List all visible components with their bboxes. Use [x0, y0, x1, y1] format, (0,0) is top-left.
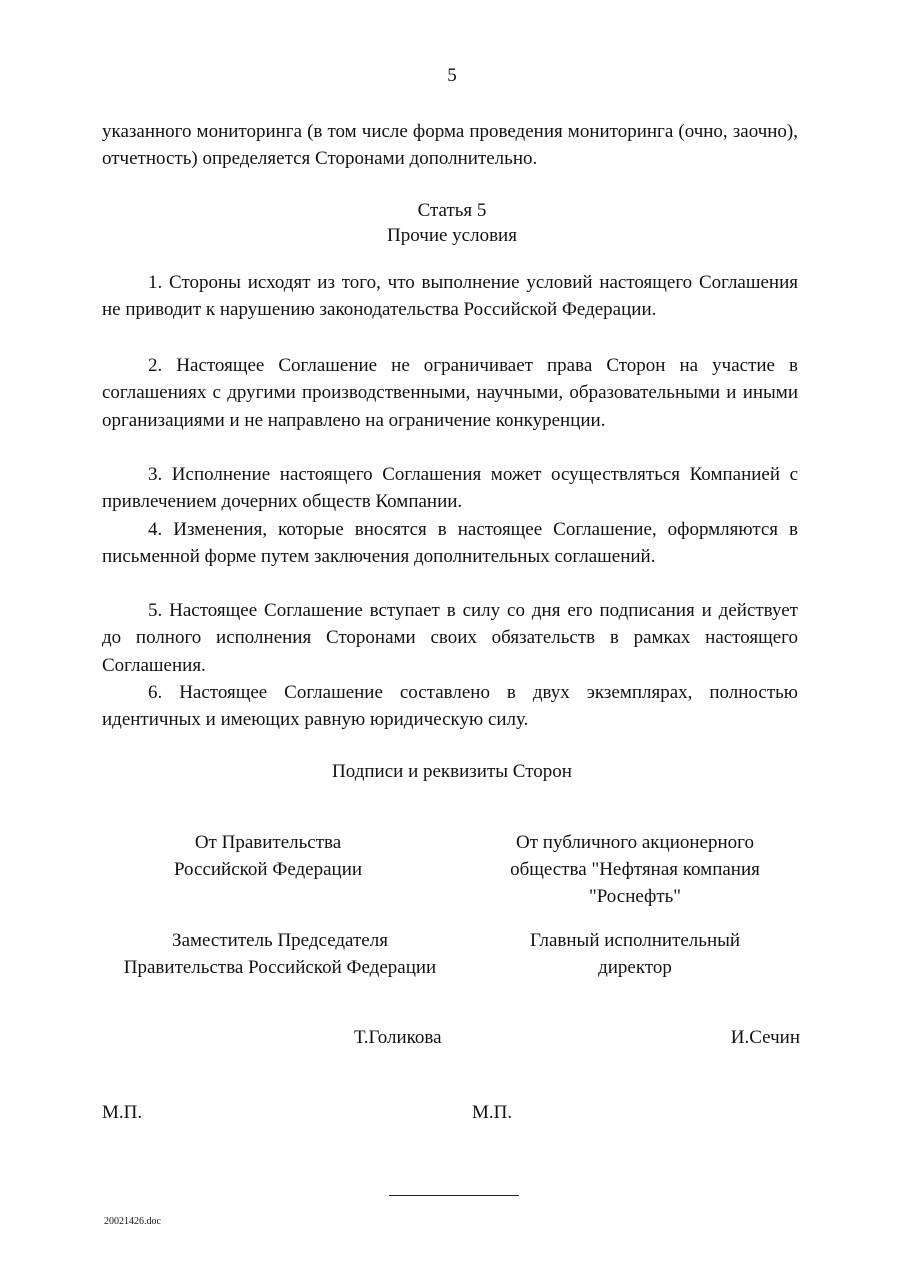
company-position-line-1: Главный исполнительный [529, 930, 741, 951]
government-party-block [118, 829, 418, 883]
signatures-heading: Подписи и реквизиты Сторон [332, 761, 572, 782]
government-party-line-1: От Правительства [194, 832, 342, 853]
company-seal-place: М.П. [472, 1102, 513, 1123]
government-position-line-2: Правительства Российской Федерации [123, 957, 437, 978]
government-signer-name: Т.Голикова [354, 1027, 442, 1048]
company-signer-position [470, 927, 800, 981]
company-party-line-3: "Роснефть" [588, 886, 682, 907]
government-signer-position [90, 927, 470, 981]
company-position-line-2: директор [598, 957, 672, 978]
company-party-block [470, 829, 800, 910]
clause-5: 5. Настоящее Соглашение вступает в силу со дня его подписания и действует до полного исполнения Сторонами своих обязательств в рамках настоящего Соглашения. [102, 600, 798, 676]
company-signer-name: И.Сечин [730, 1027, 800, 1048]
government-party-line-2: Российской Федерации [173, 859, 363, 880]
clause-4: 4. Изменения, которые вносятся в настоящее Соглашение, оформляются в письменной форме путем заключения дополнительных соглашений. [102, 519, 798, 568]
clause-6: 6. Настоящее Соглашение составлено в двух экземплярах, полностью идентичных и имеющих равную юридическую силу. [102, 682, 798, 731]
article-subtitle: Прочие условия [387, 225, 517, 246]
company-party-line-2: общества "Нефтяная компания [510, 859, 760, 880]
intro-paragraph: указанного мониторинга (в том числе форма проведения мониторинга (очно, заочно), отчетность) определяется Сторонами дополнительно. [102, 121, 798, 170]
page-number: 5 [447, 65, 457, 86]
document-file-id: 20021426.doc [104, 1216, 161, 1227]
clause-1: 1. Стороны исходят из того, что выполнение условий настоящего Соглашения не приводит к нарушению законодательства Российской Федерации. [102, 272, 798, 321]
government-seal-place: М.П. [102, 1102, 143, 1123]
article-title: Статья 5 [417, 200, 487, 221]
footer-rule [389, 1195, 519, 1196]
government-position-line-1: Заместитель Председателя [172, 930, 388, 951]
clause-3: 3. Исполнение настоящего Соглашения может осуществляться Компанией с привлечением дочерних обществ Компании. [102, 464, 798, 513]
clause-2: 2. Настоящее Соглашение не ограничивает права Сторон на участие в соглашениях с другими производственными, научными, образовательными и иными организациями и не направлено на ограничение конкуренции. [102, 355, 798, 431]
company-party-line-1: От публичного акционерного [516, 832, 754, 853]
